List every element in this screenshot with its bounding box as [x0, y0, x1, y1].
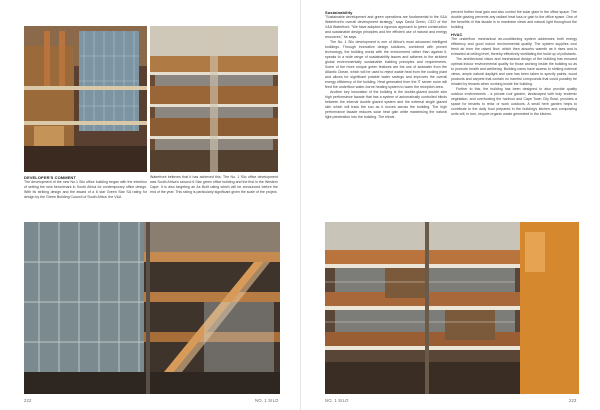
- hvac-heading: HVAC: [451, 32, 463, 37]
- hvac-paragraph-1: The underfloor mechanical air-conditioning system addresses both energy efficiency and good indoor environmental quality. The system supplies cool fresh air from the raised floor, which then absorbs warmth as it rises and is extracted at ceiling level, thereby effectively ventilating the build up of pollutants.: [451, 37, 577, 56]
- right-page-number: 223: [569, 398, 577, 403]
- sustainability-paragraph-2: The No. 1 Silo development is one of Africa's most advanced intelligent buildings. Through innovative design solutions, combined with proven technology, the building works with the environment rather than against it, speaks to a wide range of sustainability issues and adheres to the strictest global environmentally sustainable building principles and requirements. Some of the more unique green features are the use of seawater from the Atlantic Ocean, which will be used to reject waste heat from the cooling plant and allows for significant potable water savings and improves the overall energy efficiency of the building. Heat generated from the IT server room will feed the underfloor water-borne heating system to warm the reception area.: [325, 40, 447, 89]
- developer-comment-column-2: [150, 175, 278, 195]
- atrium-photo-wood-glass: [24, 26, 147, 172]
- atrium-stairs-facade-photo: [24, 222, 280, 394]
- sustainability-heading: Sustainability: [325, 10, 353, 15]
- hvac-paragraph-3: Further to this, the building has been designed to also provide quality outdoor environments - a private roof garden, landscaped with indy endemic vegetation, and overlooking the harbour and Cape Town City Bowl, provides a space for tenants to relax or work outdoors. A small herb garden helps to contribute to the daily food prepared in the building's kitchen and composting units will, in turn, recycle organic waste generated in the kitchen.: [451, 87, 577, 116]
- left-running-head: NO. 1 SILO: [255, 398, 279, 403]
- hvac-paragraph-2: The architectural vision and mechanical design of the building has ensured optimal indoor environmental quality for those working inside the building so as to promote health and wellbeing. Building users have access to striking external views, ample natural daylight and care has been taken to specify paints, wood products and carpets that contain no harmful compounds that could possibly be inhaled by tenants when working inside the building.: [451, 57, 577, 86]
- hvac-column: [451, 10, 577, 117]
- developer-comment-column-1: [24, 175, 147, 200]
- right-page: [300, 0, 600, 410]
- sustainability-paragraph-3: Another key innovation of the building is the double-glazed double skin high performance facade that has a system of automatically controlled blinds between the internal double glazed system and the external single glazed skin which will track the sun as it moves across the building. The high performance facade reduces solar heat gain while maximising the natural light penetration into the building. The blinds: [325, 90, 447, 119]
- right-running-head: NO. 1 SILO: [325, 398, 349, 403]
- developer-comment-heading: DEVELOPER'S COMMENT: [24, 175, 76, 180]
- sustainability-paragraph-1: "Sustainable development and green operations are fundamental to the V&A Waterfront's overall development strategy," says David Green, CEO of the V&A Waterfront. "We have adopted a rigorous approach to green construction and sustainable design principles and the efficient use of natural and energy resources," he says.: [325, 15, 447, 39]
- multilevel-atrium-photo: [325, 222, 579, 394]
- facade-paragraph-continued: prevent further heat gain and also control the solar glare in the office space. The double glazing prevents any radiant heat loss or gain to the office space. One of the benefits of this facade is to maximise views and natural light throughout the building.: [451, 10, 577, 29]
- developer-comment-paragraph-continued: Waterfront believes that it has achieved this. The No. 1 Silo office development was South Africa's second 6 Star green office building and the first in the Western Cape. It is also targeting an As Built rating which will be announced before the end of the year. This rating is particularly significant given the scale of the project.: [150, 175, 278, 194]
- atrium-balconies-photo: [150, 26, 278, 172]
- sustainability-column: [325, 10, 447, 120]
- left-page-number: 222: [24, 398, 32, 403]
- developer-comment-paragraph: The development of the new No.1 Silo office building began with the intention of setting the new benchmark in South Africa for contemporary office design. With its striking design and the award of a 6 star Green Star SA rating for design by the Green Building Council of South Africa, the V&A: [24, 180, 147, 199]
